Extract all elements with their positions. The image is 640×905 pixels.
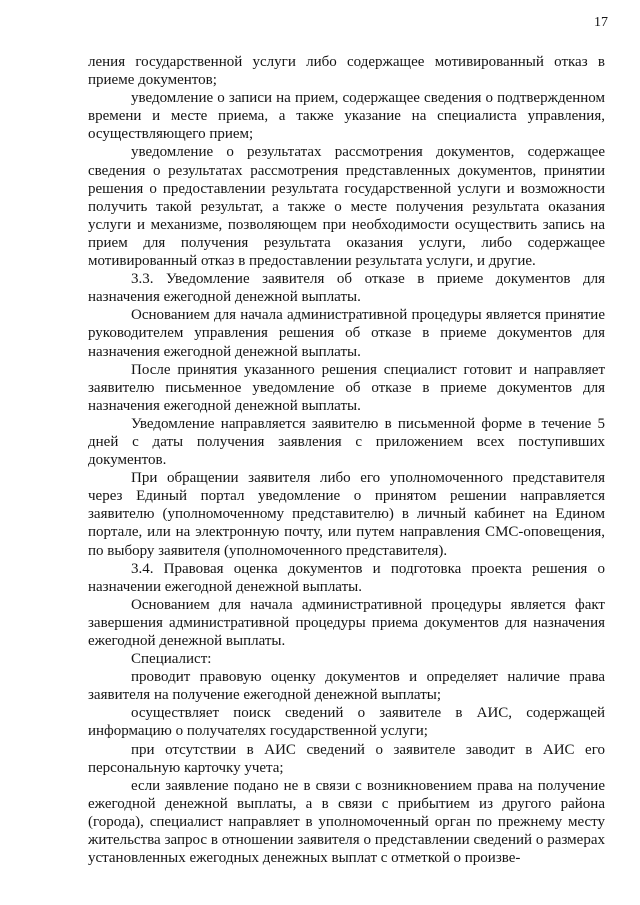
section-heading-3-3: 3.3. Уведомление заявителя об отказе в приеме документов для назначения ежегодной денежной выплаты. [88,271,605,306]
page-number: 17 [594,15,608,30]
paragraph: При обращении заявителя либо его уполномоченного представителя через Единый портал уведомление о принятом решении направляется заявителю (уполномоченному представителю) в личный кабинет на Едином портале, или на электронную почту, или путем направления СМС-оповещения, по выбору заявителя (уполномоченного представителя). [88,470,605,559]
paragraph: Основанием для начала административной процедуры является факт завершения административной процедуры приема документов для назначения ежегодной денежной выплаты. [88,596,605,649]
section-heading-3-4: 3.4. Правовая оценка документов и подготовка проекта решения о назначении ежегодной денежной выплаты. [88,560,605,595]
paragraph: Уведомление направляется заявителю в письменной форме в течение 5 дней с даты получения заявления с приложением всех поступивших документов. [88,415,605,469]
paragraph-continuation: ления государственной услуги либо содержащее мотивированный отказ в приеме документов; [88,54,605,89]
paragraph-notice-results: уведомление о результатах рассмотрения документов, содержащее сведения о результатах рассмотрения представленных документов, принятии решения о предоставлении результата государственной услуги и возможности получить такой результат, а также о месте получения результата оказания услуги и механизме, позволяющем при необходимости осуществить запись на прием для получения результата оказания услуги, либо содержащее мотивированный отказ в предоставлении результата услуги, и другие. [88,144,605,270]
list-item: если заявление подано не в связи с возникновением права на получение ежегодной денежной выплаты, а в связи с прибытием из другого района (города), специалист направляет в уполномоченный орган по прежнему месту жительства запрос в отношении заявителя о представлении сведений о размерах установленных ежегодных денежных выплат с отметкой о произве- [88,777,605,867]
paragraph: После принятия указанного решения специалист готовит и направляет заявителю письменное уведомление об отказе в приеме документов для назначения ежегодной денежной выплаты. [88,361,605,414]
list-item: проводит правовую оценку документов и определяет наличие права заявителя на получение ежегодной денежной выплаты; [88,669,605,704]
list-item: осуществляет поиск сведений о заявителе в АИС, содержащей информацию о получателях государственной услуги; [88,705,605,740]
paragraph: Основанием для начала административной процедуры является принятие руководителем управления решения об отказе в приеме документов для назначения ежегодной денежной выплаты. [88,307,605,360]
paragraph-notice-appointment: уведомление о записи на прием, содержащее сведения о подтвержденном времени и месте приема, а также указание на специалиста управления, осуществляющего прием; [88,90,605,143]
paragraph-specialist-label: Специалист: [131,651,212,668]
list-item: при отсутствии в АИС сведений о заявителе заводит в АИС его персональную карточку учета; [88,741,605,776]
document-body [88,53,605,867]
